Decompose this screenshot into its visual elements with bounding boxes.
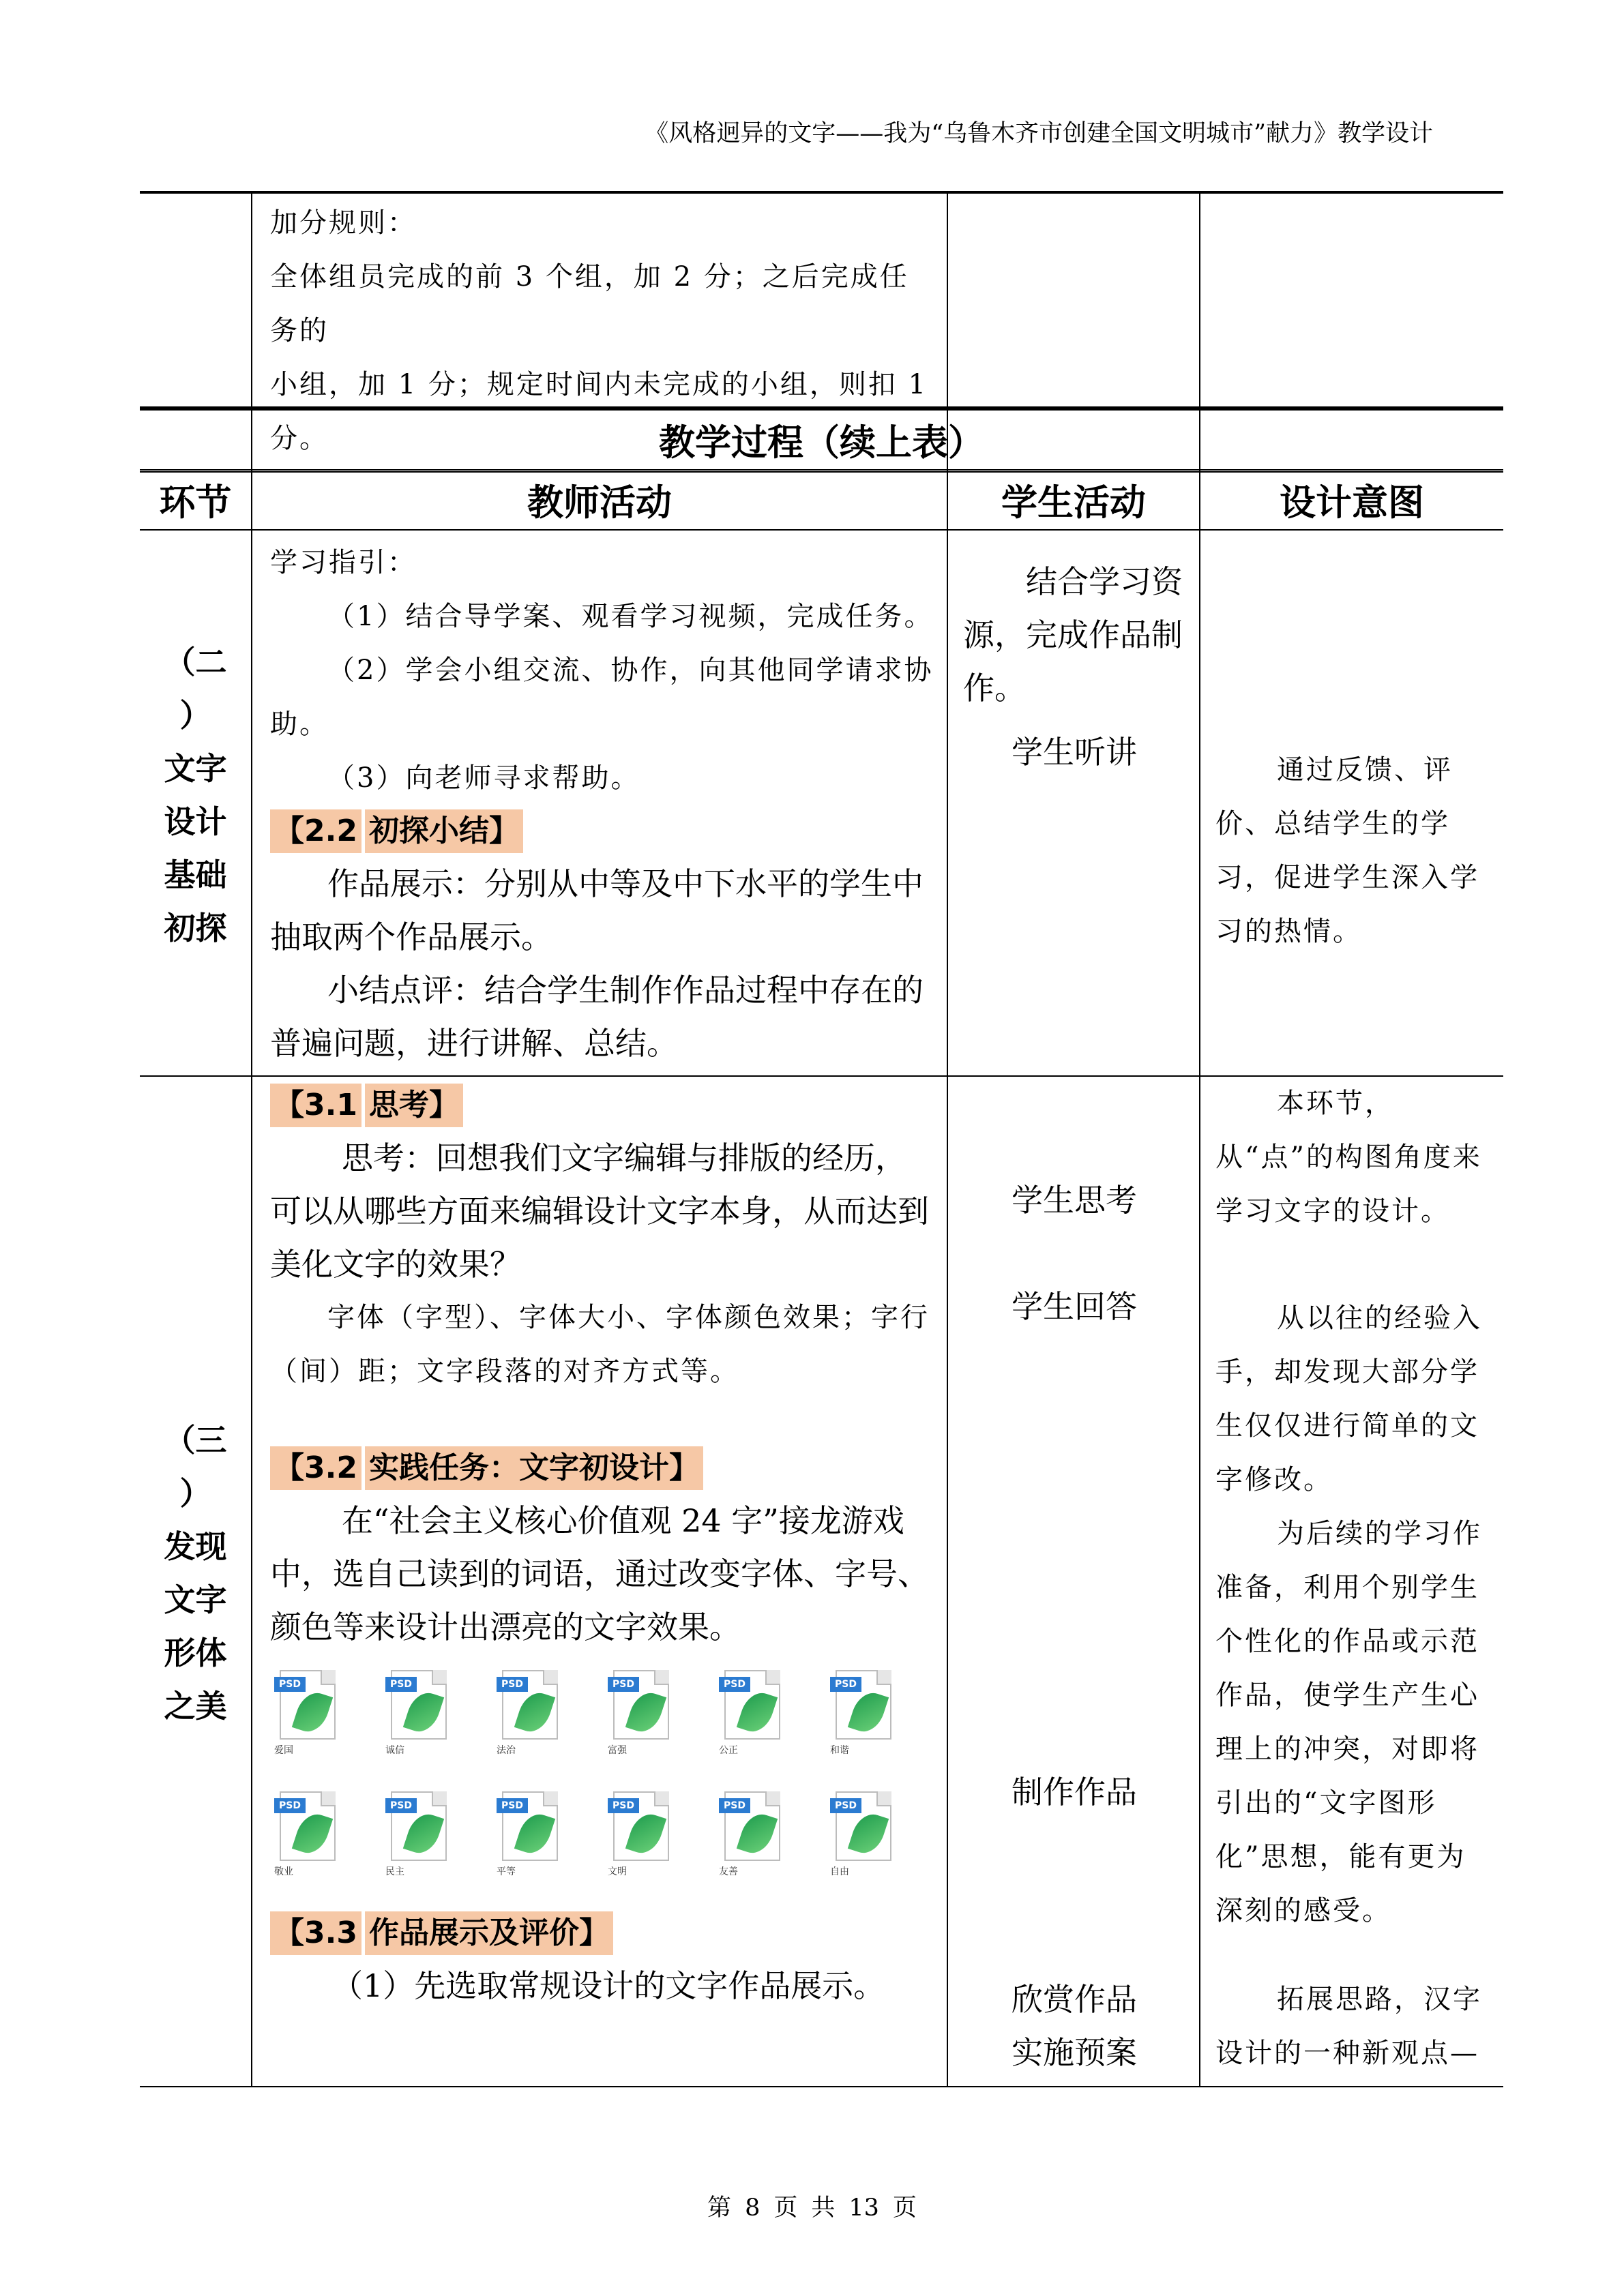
task-paragraph: 在“社会主义核心价值观 24 字”接龙游戏中，选自己读到的词语，通过改变字体、字号、颜色等来设计出漂亮的文字效果。 [270, 1502, 929, 1645]
psd-file-name: 爱国 [274, 1745, 293, 1756]
psd-file[interactable] [715, 1785, 826, 1906]
design-intent-text: 从以往的经验入手，却发现大部分学生仅仅进行简单的文字修改。 [1215, 1302, 1482, 1495]
psd-file-icon: PSD [608, 1663, 673, 1740]
guide-item: （3）向老师寻求帮助。 [327, 762, 640, 794]
section-2-intent-cell [1200, 530, 1503, 1076]
student-activity-text: 学生思考 [1012, 1182, 1137, 1219]
section-2-label-cell [140, 530, 252, 1076]
tag-3-3-number: 【3.3 [270, 1911, 361, 1955]
tag-3-1-number: 【3.1 [270, 1084, 361, 1127]
section-3-label-line: ） [179, 1475, 211, 1512]
summary-paragraph: 作品展示：分别从中等及中下水平的学生中抽取两个作品展示。 [270, 865, 924, 955]
student-activity-text: 实施预案 [1012, 2034, 1137, 2071]
psd-file-name: 富强 [608, 1745, 627, 1756]
section-2-label-line: 初探 [164, 910, 227, 946]
psd-file-name: 诚信 [385, 1745, 404, 1756]
psd-file[interactable] [826, 1663, 937, 1785]
section-3-label-line: 之美 [164, 1688, 227, 1725]
tag-3-2-number: 【3.2 [270, 1446, 361, 1490]
design-intent-text: 通过反馈、评价、总结学生的学习，促进学生深入学习的热情。 [1215, 754, 1479, 947]
section-2-label-line: 基础 [164, 856, 227, 893]
psd-file[interactable] [381, 1785, 492, 1906]
answer-paragraph: 字体（字型）、字体大小、字体颜色效果；字行（间）距；文字段落的对齐方式等。 [270, 1302, 930, 1387]
section-2-label-line: （二 [164, 644, 227, 681]
psd-file[interactable] [826, 1785, 937, 1906]
guide-item: （1）结合导学案、观看学习视频，完成任务。 [327, 601, 934, 632]
psd-file-name: 敬业 [274, 1866, 293, 1877]
section-2-teacher-cell [252, 530, 947, 1076]
page-footer [0, 2189, 1624, 2223]
header-section: 环节 [140, 470, 252, 530]
teaching-process-table [140, 406, 1503, 2087]
psd-file-icon: PSD [830, 1785, 896, 1861]
section-3-label-line: （三 [164, 1422, 227, 1459]
rule-line: 加分规则： [270, 207, 417, 239]
guide-title: 学习指引： [270, 547, 417, 578]
section-2-label-line: ） [179, 697, 211, 734]
psd-file-grid [270, 1663, 934, 1906]
section-3-label-cell [140, 1076, 252, 2087]
footer-total-pages: 13 [848, 2194, 879, 2222]
section-2-label-line: 设计 [164, 803, 227, 840]
footer-word: 共 [811, 2194, 836, 2222]
tag-3-3-title: 作品展示及评价】 [365, 1911, 613, 1955]
psd-file-icon: PSD [497, 1663, 562, 1740]
section-3-teacher-cell [252, 1076, 947, 2087]
psd-file-name: 文明 [608, 1866, 627, 1877]
page-header-title: 《风格迥异的文字——我为“乌鲁木齐市创建全国文明城市”献力》教学设计 [645, 120, 1433, 147]
section-3-label-line: 文字 [164, 1581, 227, 1618]
student-activity-text: 欣赏作品 [1012, 1981, 1137, 2018]
psd-file[interactable] [270, 1785, 381, 1906]
tag-2-2-title: 初探小结】 [365, 809, 523, 853]
footer-page-number: 8 [745, 2194, 761, 2222]
section-3-intent-cell [1200, 1076, 1503, 2087]
guide-item: （2）学会小组交流、协作，向其他同学请求协助。 [270, 655, 934, 740]
tag-2-2-number: 【2.2 [270, 809, 361, 853]
psd-file-name: 民主 [385, 1866, 404, 1877]
psd-file-icon: PSD [274, 1663, 340, 1740]
psd-file[interactable] [604, 1663, 715, 1785]
footer-word: 页 [892, 2194, 917, 2222]
summary-paragraph: 小结点评：结合学生制作作品过程中存在的普遍问题，进行讲解、总结。 [270, 972, 924, 1062]
psd-file-icon: PSD [385, 1663, 451, 1740]
header-student-activity: 学生活动 [947, 470, 1200, 530]
psd-file-name: 法治 [497, 1745, 516, 1756]
section-2-student-cell [947, 530, 1200, 1076]
psd-file-icon: PSD [719, 1663, 784, 1740]
footer-word: 第 [707, 2194, 732, 2222]
section-2-label-line: 文字 [164, 750, 227, 787]
psd-file-icon: PSD [385, 1785, 451, 1861]
design-intent-text: 本环节，从“点”的构图角度来学习文字的设计。 [1215, 1088, 1482, 1227]
section-3-label-line: 形体 [164, 1635, 227, 1671]
student-activity-text: 学生回答 [1012, 1288, 1137, 1325]
think-paragraph: 思考：回想我们文字编辑与排版的经历，可以从哪些方面来编辑设计文字本身，从而达到美化文字的效果？ [270, 1139, 929, 1283]
rule-line: 小组，加 1 分；规定时间内未完成的小组，则扣 1 [270, 369, 928, 400]
section-3-student-cell [947, 1076, 1200, 2087]
psd-file-name: 自由 [830, 1866, 849, 1877]
psd-file[interactable] [492, 1785, 604, 1906]
tag-3-2-title: 实践任务：文字初设计】 [365, 1446, 703, 1490]
section-3-label-line: 发现 [164, 1528, 227, 1565]
psd-file-name: 友善 [719, 1866, 738, 1877]
student-activity-text: 结合学习资源，完成作品制作。 [963, 563, 1183, 706]
psd-file-name: 和谐 [830, 1745, 849, 1756]
psd-file[interactable] [715, 1663, 826, 1785]
student-activity-text: 学生听讲 [1012, 734, 1137, 771]
design-intent-text: 拓展思路，汉字设计的一种新观点— [1215, 1984, 1482, 2069]
psd-file-name: 公正 [719, 1745, 738, 1756]
psd-file[interactable] [492, 1663, 604, 1785]
rule-line: 分。 [270, 423, 329, 454]
psd-file[interactable] [270, 1663, 381, 1785]
design-intent-text: 为后续的学习作准备，利用个别学生个性化的作品或示范作品，使学生产生心理上的冲突，对即将引出的“文字图形化”思想，能有更为深刻的感受。 [1215, 1518, 1482, 1926]
psd-file-icon: PSD [719, 1785, 784, 1861]
psd-file[interactable] [381, 1663, 492, 1785]
psd-file-name: 平等 [497, 1866, 516, 1877]
header-teacher-activity: 教师活动 [252, 470, 947, 530]
header-design-intent: 设计意图 [1200, 470, 1503, 530]
student-activity-text: 制作作品 [1012, 1774, 1137, 1810]
show-paragraph: （1）先选取常规设计的文字作品展示。 [331, 1967, 885, 2004]
footer-word: 页 [773, 2194, 798, 2222]
psd-file-icon: PSD [608, 1785, 673, 1861]
psd-file[interactable] [604, 1785, 715, 1906]
psd-file-icon: PSD [497, 1785, 562, 1861]
psd-file-icon: PSD [830, 1663, 896, 1740]
table-title: 教学过程（续上表） [140, 408, 1503, 470]
tag-3-1-title: 思考】 [365, 1084, 463, 1127]
psd-file-icon: PSD [274, 1785, 340, 1861]
rule-line: 全体组员完成的前 3 个组，加 2 分；之后完成任务的 [270, 261, 909, 346]
